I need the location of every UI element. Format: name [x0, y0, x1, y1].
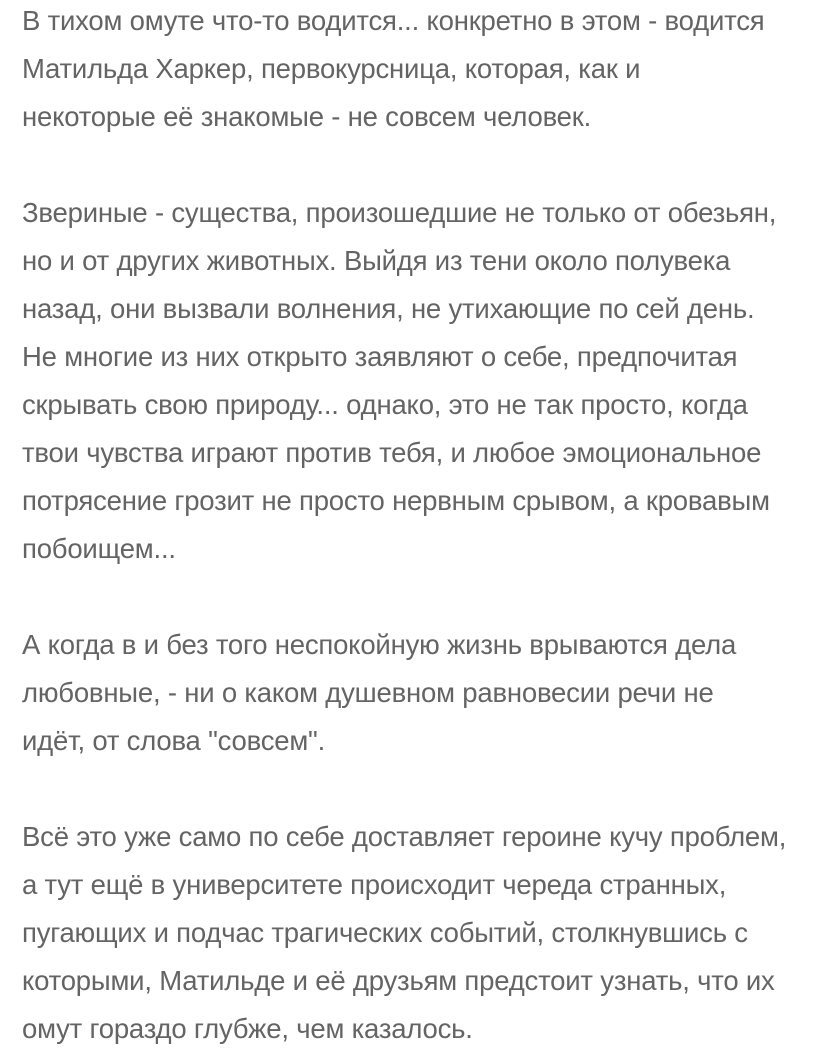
text-line: твои чувства играют против тебя, и любое эмоциональное: [22, 437, 762, 468]
text-line: но и от других животных. Выйдя из тени около полувека: [22, 245, 731, 276]
text-line: В тихом омуте что-то водится... конкретно в этом - водится: [22, 5, 765, 36]
paragraph-3: [22, 621, 822, 765]
description-text: [22, 0, 822, 1053]
text-line: скрывать свою природу... однако, это не так просто, когда: [22, 389, 748, 420]
text-line: Не многие из них открыто заявляют о себе, предпочитая: [22, 341, 738, 372]
paragraph-1: [22, 0, 822, 141]
text-line: которыми, Матильде и её друзьям предстоит узнать, что их: [22, 965, 775, 996]
text-line: побоищем...: [22, 533, 176, 564]
paragraph-2: [22, 189, 822, 573]
text-line: любовные, - ни о каком душевном равновесии речи не: [22, 677, 714, 708]
paragraph-4: [22, 813, 822, 1053]
paragraph-spacer: [22, 765, 822, 813]
text-line: Звериные - существа, произошедшие не только от обезьян,: [22, 197, 777, 228]
text-line: А когда в и без того неспокойную жизнь врываются дела: [22, 629, 737, 660]
text-line: омут гораздо глубже, чем казалось.: [22, 1013, 473, 1044]
text-line: а тут ещё в университете происходит череда странных,: [22, 869, 727, 900]
text-line: идёт, от слова "совсем".: [22, 725, 326, 756]
text-line: Матильда Харкер, первокурсница, которая, как и: [22, 53, 641, 84]
text-line: некоторые её знакомые - не совсем человек.: [22, 101, 592, 132]
paragraph-spacer: [22, 141, 822, 189]
text-line: Всё это уже само по себе доставляет героине кучу проблем,: [22, 821, 787, 852]
text-line: пугающих и подчас трагических событий, столкнувшись с: [22, 917, 748, 948]
text-line: потрясение грозит не просто нервным срывом, а кровавым: [22, 485, 770, 516]
text-line: назад, они вызвали волнения, не утихающие по сей день.: [22, 293, 755, 324]
paragraph-spacer: [22, 573, 822, 621]
